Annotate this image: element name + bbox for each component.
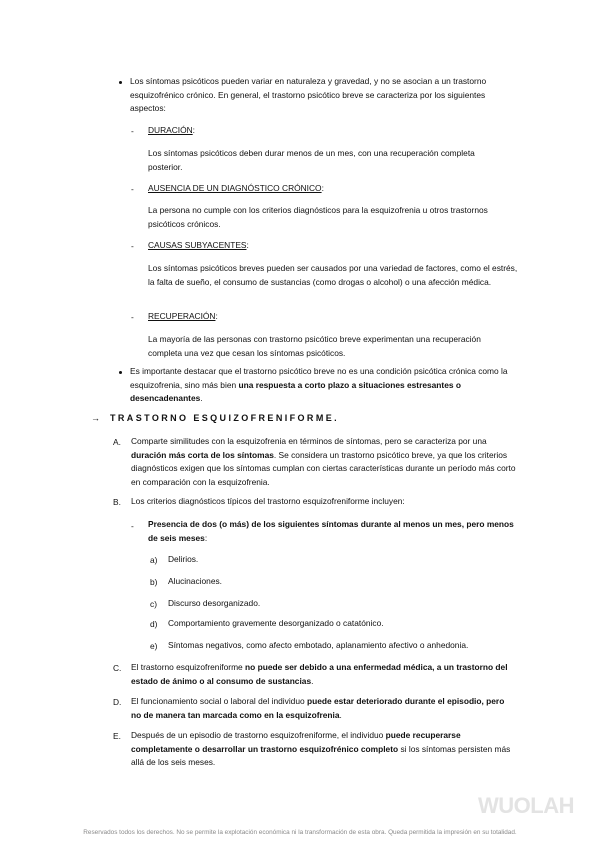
symptom-label: d) <box>150 619 158 629</box>
item-label-c: C. <box>113 663 122 673</box>
dash-marker: - <box>131 312 134 322</box>
item-a-text: Comparte similitudes con la esquizofrenia en términos de síntomas, pero se caracteriza por una duración más corta de los síntomas. Se considera un trastorno psicótico breve, ya que los criterios diagnósticos exigen que los síntomas cumplan con ciertas características durante un período más corto en comparación con la esquizofrenia. <box>131 436 516 487</box>
symptom-item: Delirios. <box>168 554 199 564</box>
dash-marker: - <box>131 126 134 136</box>
item-label-b: B. <box>113 497 121 507</box>
symptom-label: a) <box>150 555 158 565</box>
aspect-text-duracion: Los síntomas psicóticos deben durar menos de un mes, con una recuperación completa posterior. <box>148 148 475 172</box>
aspect-heading: CAUSAS SUBYACENTES: <box>148 240 249 250</box>
bullet-paragraph-note: Es importante destacar que el trastorno psicótico breve no es una condición psicótica crónica como la esquizofrenia, sino más bien una respuesta a corto plazo a situaciones estresantes o desencadenantes. <box>130 366 508 404</box>
wuolah-logo: WUOLAH <box>478 793 574 818</box>
symptom-item: Discurso desorganizado. <box>168 598 261 608</box>
aspect-title-ausencia: AUSENCIA DE UN DIAGNÓSTICO CRÓNICO <box>148 183 322 193</box>
dash-marker: - <box>131 184 134 194</box>
symptom-label: e) <box>150 641 158 651</box>
aspect-title-recuperacion: RECUPERACIÓN <box>148 311 216 321</box>
bullet-paragraph-intro: Los síntomas psicóticos pueden variar en naturaleza y gravedad, y no se asocian a un trastorno esquizofrénico crónico. En general, el trastorno psicótico breve se caracteriza por los siguientes aspectos: <box>130 76 487 114</box>
aspect-title-causas: CAUSAS SUBYACENTES <box>148 240 247 250</box>
item-c-text: El trastorno esquizofreniforme no puede ser debido a una enfermedad médica, a un trastorno del estado de ánimo o al consumo de sustancias. <box>131 662 508 686</box>
bullet-dot <box>119 81 122 84</box>
aspect-heading: AUSENCIA DE UN DIAGNÓSTICO CRÓNICO: <box>148 183 324 193</box>
dash-marker: - <box>131 241 134 251</box>
item-label-a: A. <box>113 437 121 447</box>
aspect-heading: DURACIÓN: <box>148 125 195 135</box>
symptom-item: Alucinaciones. <box>168 576 223 586</box>
item-label-d: D. <box>113 697 122 707</box>
aspect-title-duracion: DURACIÓN <box>148 125 193 135</box>
copyright-footer: Reservados todos los derechos. No se permite la explotación económica ni la transformación de esta obra. Queda permitida la impresión en su totalidad. <box>83 829 517 836</box>
symptom-label: c) <box>150 599 157 609</box>
aspect-text-recuperacion: La mayoría de las personas con trastorno psicótico breve experimentan una recuperación completa una vez que cesan los síntomas psicóticos. <box>148 334 481 358</box>
criteria-subheading: Presencia de dos (o más) de los siguientes síntomas durante al menos un mes, pero menos de seis meses: <box>148 519 514 543</box>
dash-marker: - <box>131 521 134 531</box>
aspect-text-causas: Los síntomas psicóticos breves pueden ser causados por una variedad de factores, como el estrés, la falta de sueño, el consumo de sustancias (como drogas o alcohol) o una afección médica. <box>148 263 518 287</box>
item-label-e: E. <box>113 731 121 741</box>
symptom-item: Comportamiento gravemente desorganizado o catatónico. <box>168 618 384 628</box>
aspect-heading: RECUPERACIÓN: <box>148 311 218 321</box>
item-d-text: El funcionamiento social o laboral del individuo puede estar deteriorado durante el episodio, pero no de manera tan marcada como en la esquizofrenia. <box>131 696 505 720</box>
item-b-text: Los criterios diagnósticos típicos del trastorno esquizofreniforme incluyen: <box>131 496 405 506</box>
symptom-label: b) <box>150 577 158 587</box>
arrow-icon: → <box>91 413 100 423</box>
bullet-dot <box>119 371 122 374</box>
aspect-text-ausencia: La persona no cumple con los criterios diagnósticos para la esquizofrenia u otros trastornos psicóticos crónicos. <box>148 205 488 229</box>
symptom-item: Síntomas negativos, como afecto embotado, aplanamiento afectivo o anhedonia. <box>168 640 469 650</box>
section-heading: TRASTORNO ESQUIZOFRENIFORME. <box>110 413 340 423</box>
item-e-text: Después de un episodio de trastorno esquizofreniforme, el individuo puede recuperarse completamente o desarrollar un trastorno esquizofrénico completo si los síntomas persisten más allá de los seis meses. <box>131 730 511 768</box>
